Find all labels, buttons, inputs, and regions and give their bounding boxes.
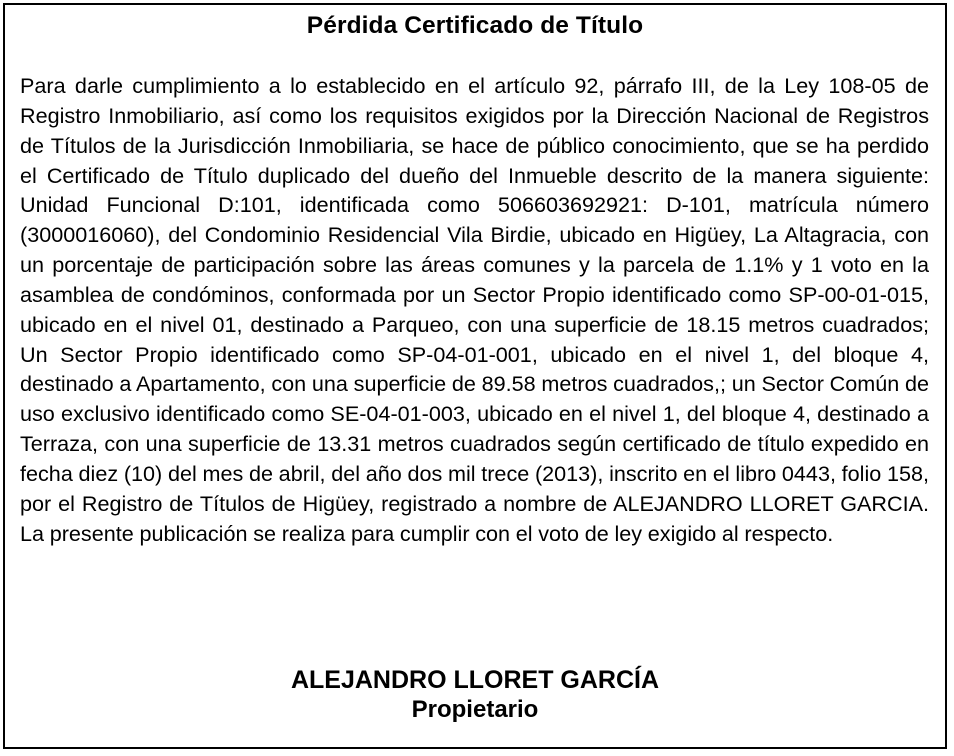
- notice-body: Para darle cumplimiento a lo establecido en el artículo 92, párrafo III, de la Ley 108-05 de Registro Inmobiliario, así como los requisitos exigidos por la Dirección Nacional de Registros de Títulos de la Jurisdicción Inmobiliaria, se hace de público conocimiento, que se ha perdido el Certificado de Título duplicado del dueño del Inmueble descrito de la manera siguiente: Unidad Funcional D:101, identificada como 506603692921: D-101, matrícula número (3000016060), del Condominio Residencial Vila Birdie, ubicado en Higüey, La Altagracia, con un porcentaje de participación sobre las áreas comunes y la parcela de 1.1% y 1 voto en la asamblea de condóminos, conformada por un Sector Propio identificado como SP-00-01-015, ubicado en el nivel 01, destinado a Parqueo, con una superficie de 18.15 metros cuadrados; Un Sector Propio identificado como SP-04-01-001, ubicado en el nivel 1, del bloque 4, destinado a Apartamento, con una superficie de 89.58 metros cuadrados,; un Sector Común de uso exclusivo identificado como SE-04-01-003, ubicado en el nivel 1, del bloque 4, destinado a Terraza, con una superficie de 13.31 metros cuadrados según certificado de título expedido en fecha diez (10) del mes de abril, del año dos mil trece (2013), inscrito en el libro 0443, folio 158, por el Registro de Títulos de Higüey, registrado a nombre de ALEJANDRO LLORET GARCIA. La presente publicación se realiza para cumplir con el voto de ley exigido al respecto.: [20, 73, 929, 546]
- signature-role: Propietario: [411, 696, 539, 723]
- signature-name: ALEJANDRO LLORET GARCÍA: [290, 666, 660, 694]
- notice-title: Pérdida Certificado de Título: [306, 12, 644, 39]
- legal-notice: [3, 3, 947, 749]
- signature-block: [5, 665, 945, 725]
